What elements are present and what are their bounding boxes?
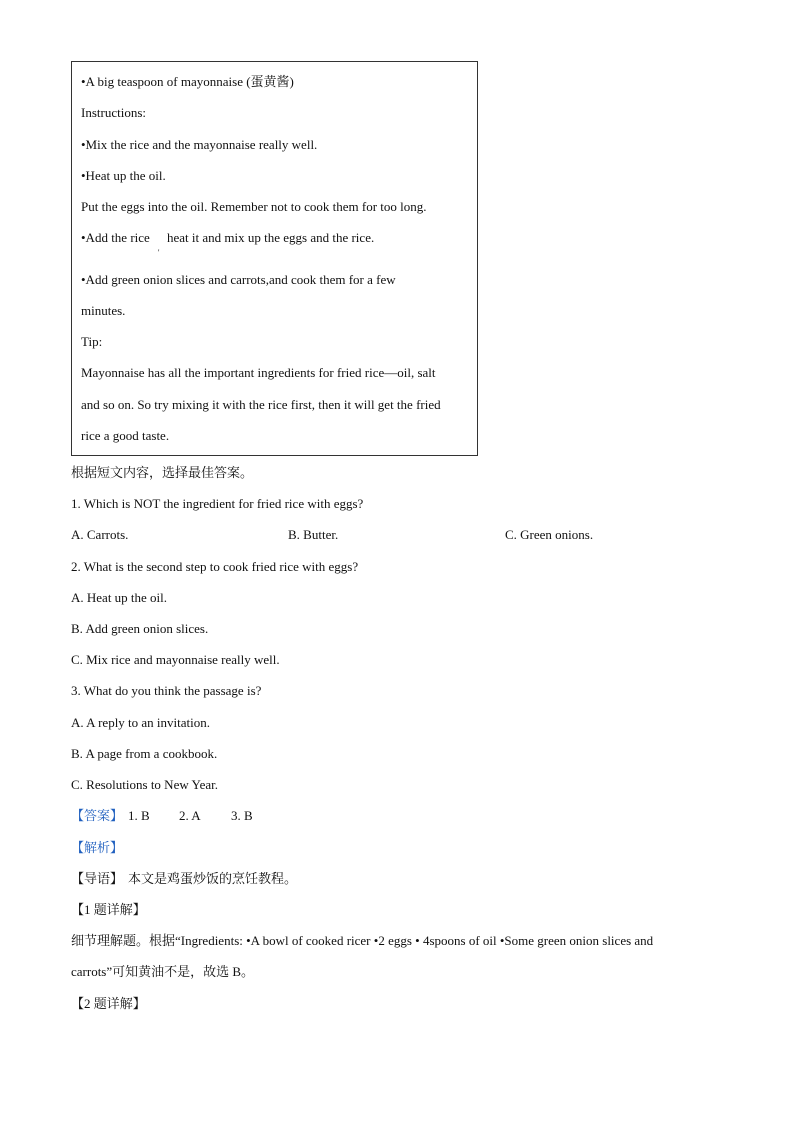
guide-label: 【导语】 [71,871,124,886]
recipe-line-mayonnaise: •A big teaspoon of mayonnaise (蛋黄酱) [81,74,294,89]
q1-detail-line-2: carrots”可知黄油不是，故选 B。 [71,964,255,979]
recipe-instructions-heading: Instructions: [81,105,146,120]
recipe-tip-line-1: Mayonnaise has all the important ingredients for fried rice—oil, salt [81,365,436,380]
recipe-step-add-rice-cont: heat it and mix up the eggs and the rice. [167,230,375,245]
recipe-tip-line-2: and so on. So try mixing it with the rice first, then it will get the fried [81,397,441,412]
answer-item-3: 3. B [231,808,253,823]
q1-detail-title: 【1 题详解】 [71,902,146,917]
answer-item-2: 2. A [179,808,201,823]
recipe-step-mix: •Mix the rice and the mayonnaise really well. [81,137,318,152]
question-2-option-b: B. Add green onion slices. [71,621,209,636]
question-1-option-b: B. Butter. [288,527,339,542]
recipe-step-eggs: Put the eggs into the oil. Remember not to cook them for too long. [81,199,427,214]
recipe-step-heat-oil: •Heat up the oil. [81,168,166,183]
question-1-option-a: A. Carrots. [71,527,129,542]
question-2: 2. What is the second step to cook fried rice with eggs? [71,559,359,574]
question-1-option-c: C. Green onions. [505,527,594,542]
stray-mark: ' [158,248,160,257]
question-1: 1. Which is NOT the ingredient for fried rice with eggs? [71,496,364,511]
recipe-step-onion-cont: minutes. [81,303,126,318]
guide-text: 本文是鸡蛋炒饭的烹饪教程。 [128,871,298,886]
question-3: 3. What do you think the passage is? [71,683,262,698]
question-2-option-c: C. Mix rice and mayonnaise really well. [71,652,280,667]
question-3-option-b: B. A page from a cookbook. [71,746,218,761]
question-3-option-c: C. Resolutions to New Year. [71,777,218,792]
recipe-tip-line-3: rice a good taste. [81,428,170,443]
answer-label: 【答案】 [71,808,124,823]
recipe-step-onion: •Add green onion slices and carrots,and cook them for a few [81,272,396,287]
recipe-step-add-rice: •Add the rice [81,230,150,245]
question-3-option-a: A. A reply to an invitation. [71,715,211,730]
q2-detail-title: 【2 题详解】 [71,996,146,1011]
answer-item-1: 1. B [128,808,150,823]
recipe-tip-heading: Tip: [81,334,103,349]
question-2-option-a: A. Heat up the oil. [71,590,168,605]
instruction-text: 根据短文内容，选择最佳答案。 [71,465,254,480]
analysis-label: 【解析】 [71,840,124,855]
q1-detail-line-1: 细节理解题。根据“Ingredients: •A bowl of cooked ricer •2 eggs • 4spoons of oil •Some green onion slices and [71,933,654,948]
